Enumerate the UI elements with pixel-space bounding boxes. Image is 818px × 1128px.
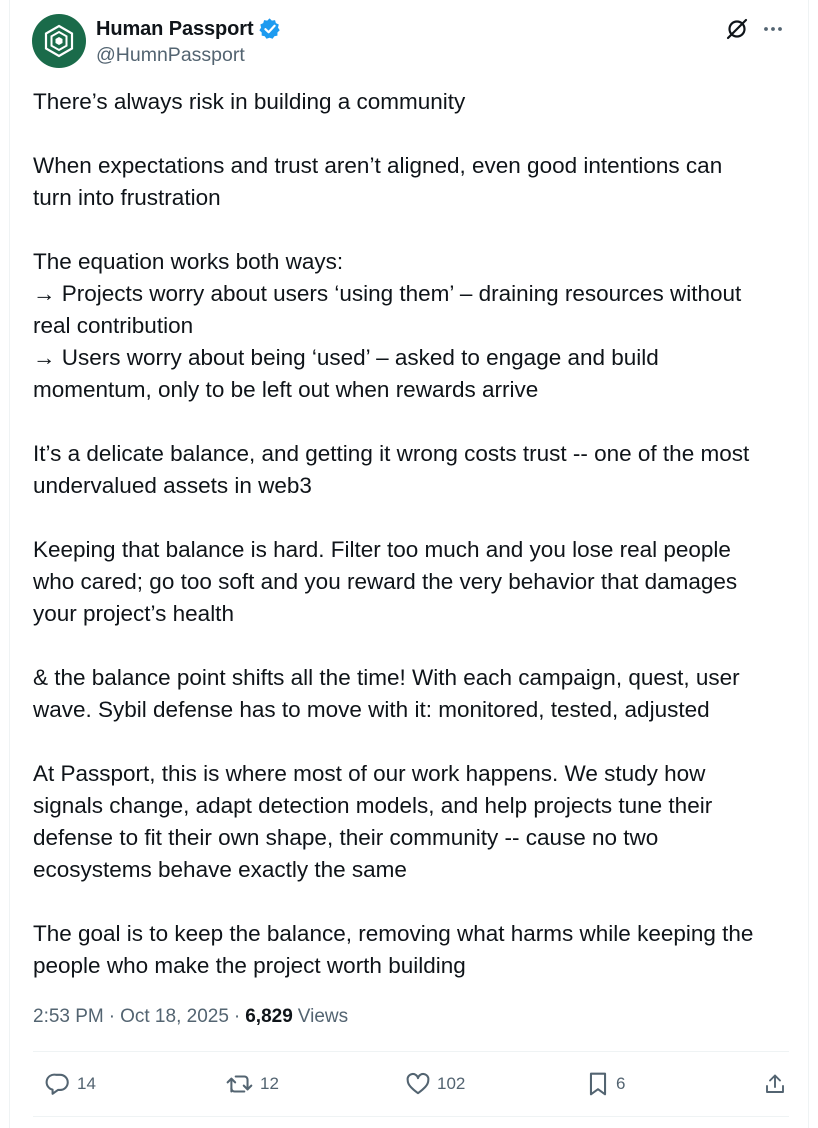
- bookmark-icon: [586, 1071, 610, 1097]
- tweet-body: [33, 86, 803, 982]
- tweet-card: [9, 0, 809, 1128]
- grok-button[interactable]: [724, 16, 750, 42]
- tweet-paragraph: Keeping that balance is hard. Filter too much and you lose real people who cared; go too soft and you reward the very behavior that damages your project’s health: [33, 537, 738, 626]
- share-icon: [763, 1071, 787, 1097]
- tweet-paragraph: At Passport, this is where most of our work happens. We study how signals change, adapt detection models, and help projects tune their defense to fit their own shape, their community -- cause no two ecosystems behave exactly the same: [33, 761, 713, 882]
- tweet-paragraph: There’s always risk in building a community: [33, 89, 466, 114]
- repost-button[interactable]: [226, 1064, 279, 1104]
- author-handle[interactable]: @HumnPassport: [96, 44, 245, 66]
- tweet-header: [32, 14, 788, 70]
- tweet-meta: [33, 1003, 348, 1031]
- views-count[interactable]: 6,829: [245, 1006, 293, 1027]
- bookmark-count: 6: [616, 1074, 626, 1093]
- more-options-button[interactable]: [760, 16, 786, 42]
- action-bar: [33, 1064, 789, 1104]
- views-label: Views: [297, 1006, 349, 1027]
- divider: [33, 1051, 789, 1052]
- repost-icon: [226, 1071, 254, 1097]
- tweet-paragraph: The equation works both ways: → Projects worry about users ‘using them’ – draining resources without real contribution → Users worry about being ‘used’ – asked to engage and build momentum, only to be left out when rewards arrive: [33, 249, 742, 402]
- author-names: [96, 16, 281, 67]
- passport-logo-icon: [42, 24, 76, 58]
- verified-badge-icon: [259, 18, 281, 40]
- tweet-paragraph: & the balance point shifts all the time! With each campaign, quest, user wave. Sybil defense has to move with it: monitored, tested, adjusted: [33, 665, 740, 722]
- more-dots-icon: [762, 18, 784, 40]
- like-button[interactable]: [405, 1064, 465, 1104]
- bookmark-button[interactable]: [586, 1064, 625, 1104]
- reply-count: 14: [77, 1074, 96, 1093]
- reply-icon: [45, 1071, 71, 1097]
- tweet-paragraph: The goal is to keep the balance, removing what harms while keeping the people who make the project worth building: [33, 921, 754, 978]
- reply-button[interactable]: [45, 1064, 96, 1104]
- author-display-name[interactable]: Human Passport: [96, 17, 254, 40]
- meta-separator: ·: [233, 1006, 241, 1027]
- grok-icon: [725, 17, 749, 41]
- post-time[interactable]: 2:53 PM: [33, 1006, 104, 1027]
- post-date[interactable]: Oct 18, 2025: [120, 1006, 229, 1027]
- repost-count: 12: [260, 1074, 279, 1093]
- divider: [33, 1116, 789, 1117]
- like-count: 102: [437, 1074, 466, 1093]
- meta-separator: ·: [108, 1006, 116, 1027]
- tweet-paragraph: It’s a delicate balance, and getting it wrong costs trust -- one of the most undervalued assets in web3: [33, 441, 750, 498]
- avatar[interactable]: [32, 14, 86, 68]
- tweet-paragraph: When expectations and trust aren’t aligned, even good intentions can turn into frustration: [33, 153, 723, 210]
- share-button[interactable]: [763, 1064, 787, 1104]
- heart-icon: [405, 1071, 431, 1097]
